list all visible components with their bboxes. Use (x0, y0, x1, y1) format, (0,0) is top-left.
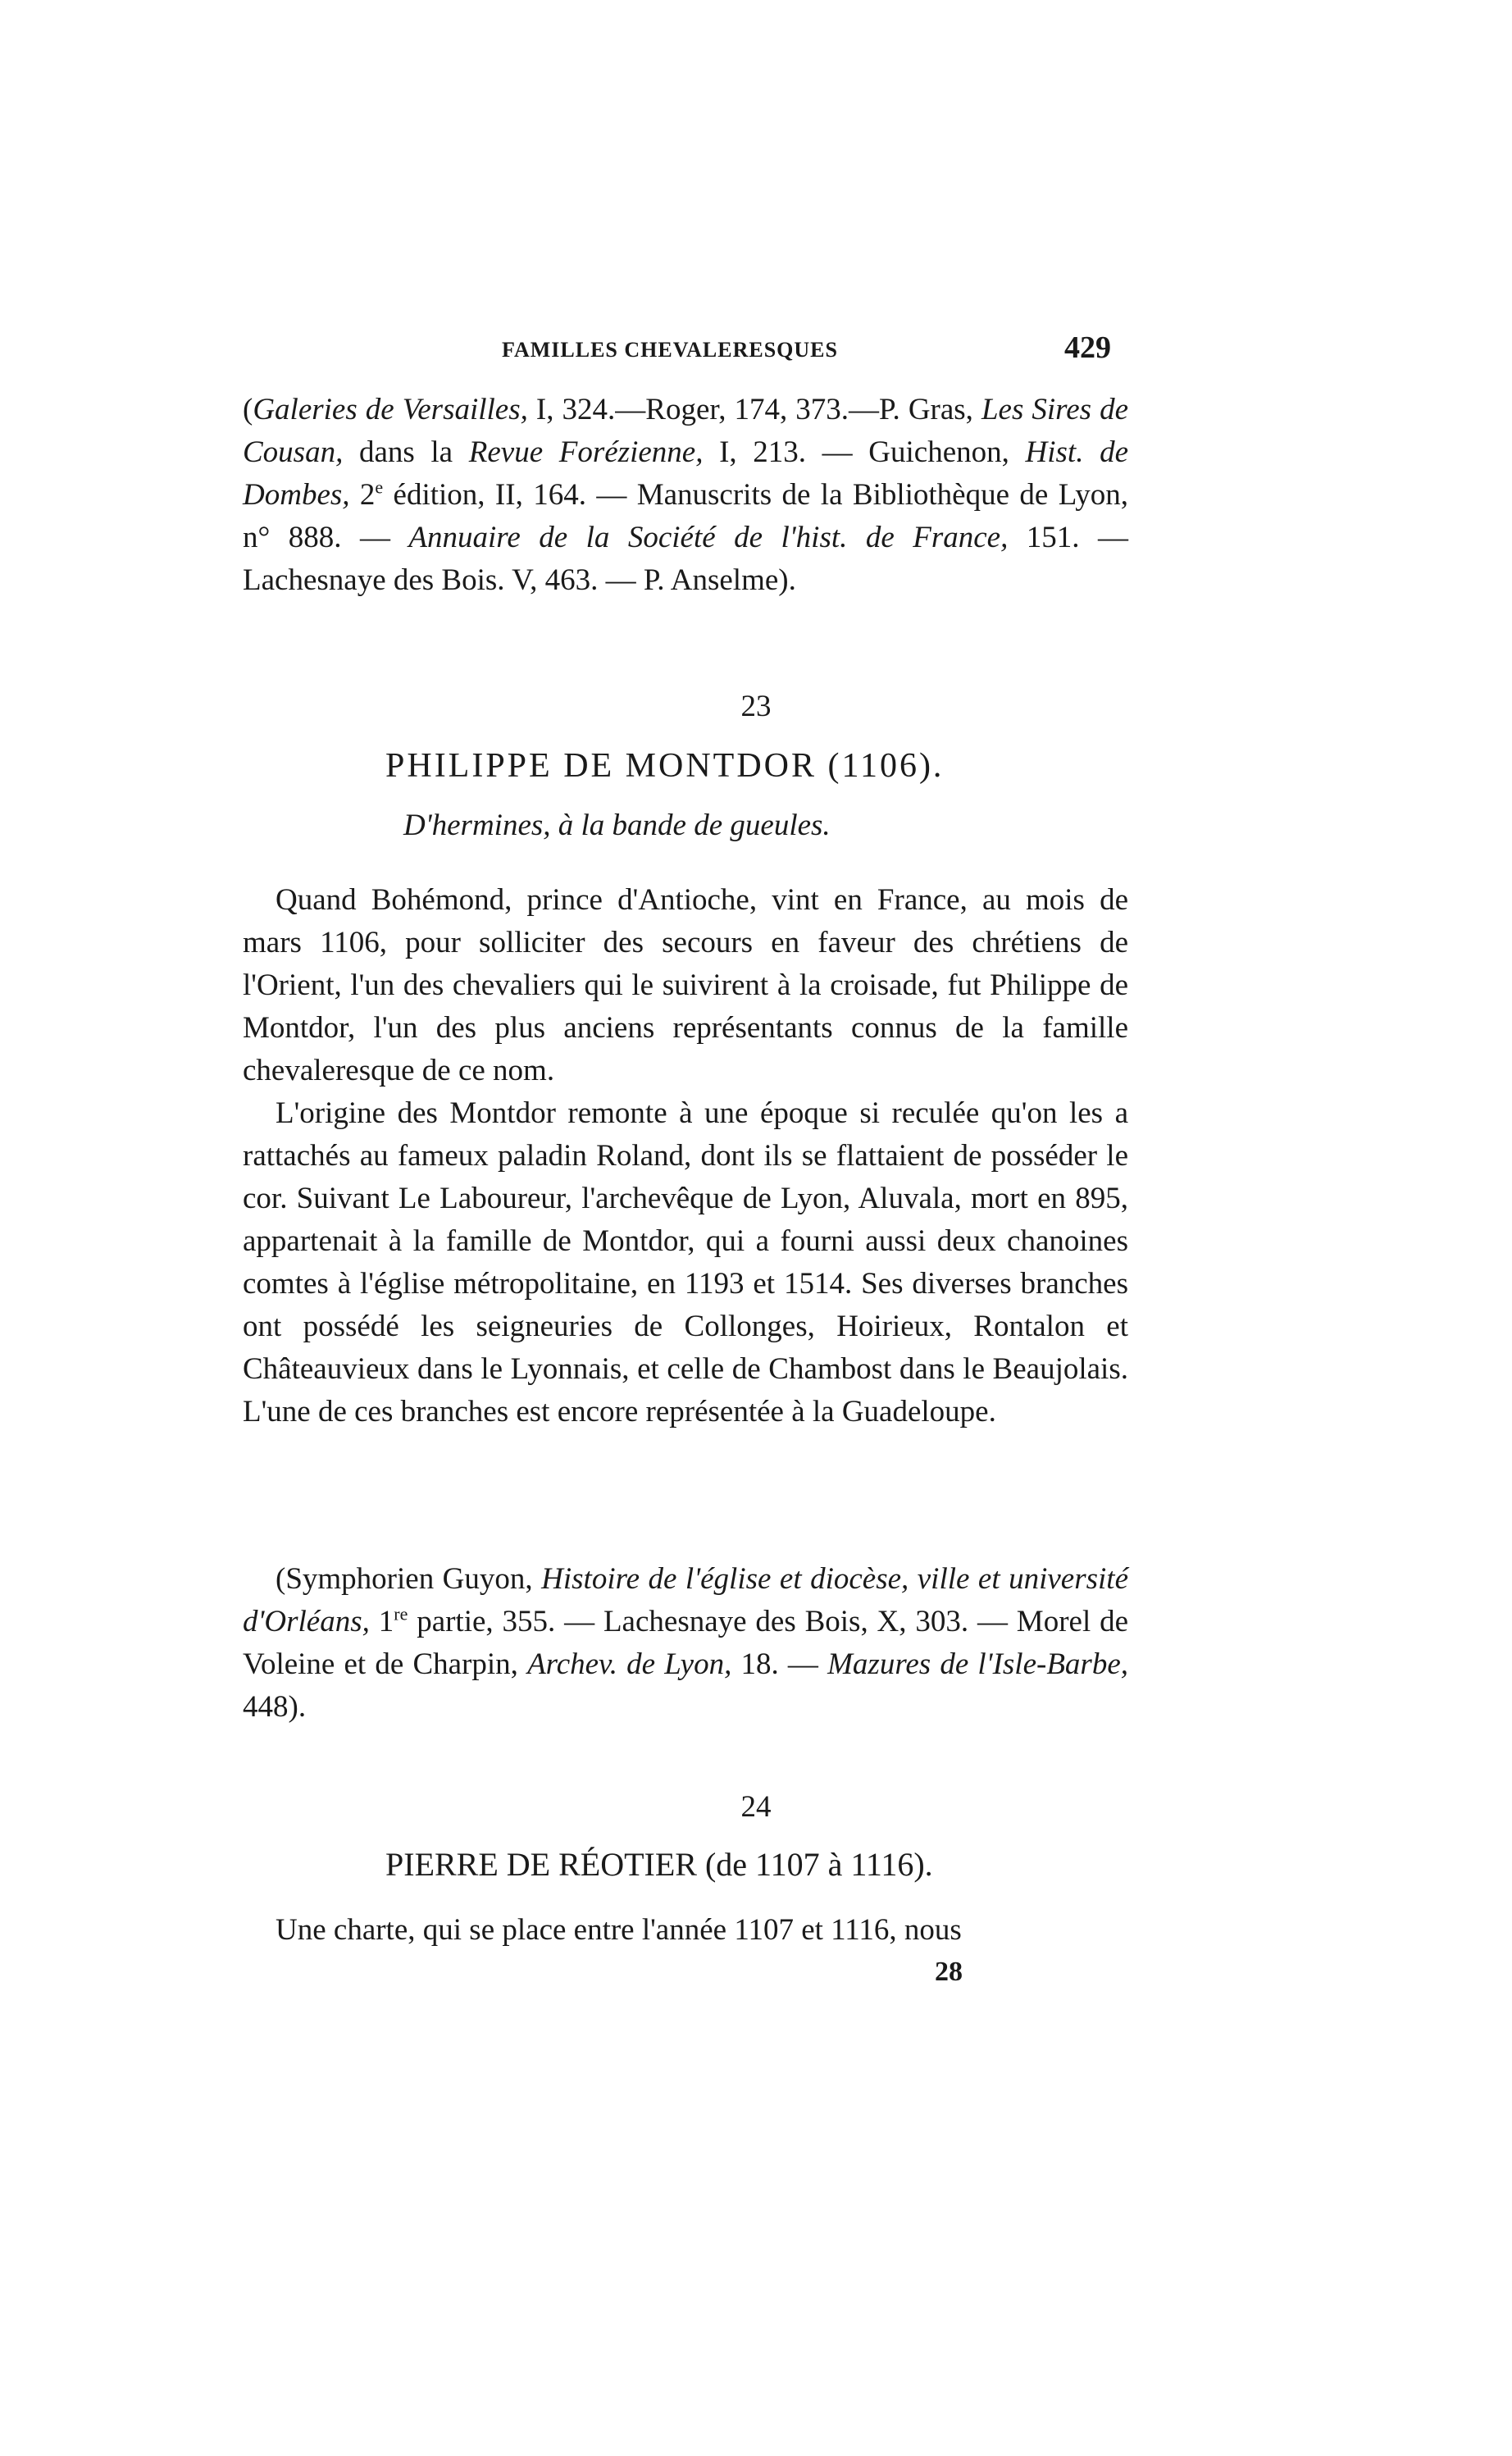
section-number-24: 24 (740, 1790, 772, 1824)
ref-seg: I, 213. — Guichenon, (703, 435, 1026, 469)
ref-title-histoire: Histoire de l'église et diocèse, ville et université d'Orléans, (243, 1562, 1128, 1638)
ref-title-mazures: Mazures de l'Isle-Barbe, (827, 1647, 1129, 1681)
ref-seg: (Symphorien Guyon, (276, 1562, 542, 1596)
ref-title-galeries: Galeries de Versailles, (253, 393, 528, 426)
references-top (243, 389, 1128, 602)
ref-title-revue: Revue Forézienne, (468, 435, 704, 469)
ref-superscript: re (394, 1603, 408, 1624)
ref-title-annuaire: Annuaire de la Société de l'hist. de France, (408, 521, 1009, 554)
ref-seg: 18. — (731, 1647, 828, 1681)
paragraph: Une charte, qui se place entre l'année 1107 et 1116, nous (276, 1913, 962, 1947)
ref-title-archev: Archev. de Lyon, (527, 1647, 732, 1681)
section-body-23 (243, 879, 1128, 1433)
ref-seg: édition, II, 164. — Manuscrits de la Bibliothèque de Lyon, n° 888. — (243, 478, 1129, 554)
ref-seg: dans la (343, 435, 469, 469)
references-23-paragraph (243, 1558, 1128, 1729)
paragraph: L'origine des Montdor remonte à une époque si reculée qu'on les a rattachés au fameux paladin Roland, dont ils se flattaient de posséder le cor. Suivant Le Laboureur, l'archevêque de Lyon, Aluvala, mort en 895, appartenait à la famille de Montdor, qui a fourni aussi deux chanoines comtes à l'église métropolitaine, en 1193 et 1514. Ses diverses branches ont possédé les seigneuries de Collonges, Hoirieux, Rontalon et Châteauvieux dans le Lyonnais, et celle de Chambost dans le Beaujolais. L'une de ces branches est encore représentée à la Guadeloupe. (243, 1096, 1128, 1428)
ref-superscript: e (375, 476, 384, 498)
ref-seg: 448). (243, 1690, 307, 1724)
section-heading-23: PHILIPPE DE MONTDOR (1106). (385, 747, 945, 785)
section-number-23: 23 (740, 690, 772, 723)
ref-title-dombes: Hist. de Dombes, (243, 435, 1128, 512)
ref-seg: 151. — Lachesnaye des Bois. V, 463. — P. Anselme). (243, 521, 1129, 597)
blazon-23: D'hermines, à la bande de gueules. (403, 809, 831, 842)
references-top-paragraph (243, 389, 1128, 602)
ref-seg: ( (243, 393, 253, 426)
ref-seg: I, 324.—Roger, 174, 373.—P. Gras, (527, 393, 981, 426)
references-23 (243, 1558, 1128, 1729)
section-heading-24: PIERRE DE RÉOTIER (de 1107 à 1116). (385, 1846, 933, 1883)
ref-title-sires: Les Sires de Cousan, (243, 393, 1128, 469)
section-body-24 (243, 1909, 1128, 1952)
ref-seg: partie, 355. — Lachesnaye des Bois, X, 303. — Morel de Voleine et de Charpin, (243, 1605, 1128, 1681)
ref-seg: 1 (369, 1605, 394, 1638)
ref-seg: 2 (349, 478, 376, 512)
signature-mark: 28 (935, 1957, 963, 1987)
paragraph: Quand Bohémond, prince d'Antioche, vint en France, au mois de mars 1106, pour solliciter des secours en faveur des chrétiens de l'Orient, l'un des chevaliers qui le suivirent à la croisade, fut Philippe de Montdor, l'un des plus anciens représentants connus de la famille chevaleresque de ce nom. (243, 883, 1128, 1087)
page-number: 429 (1064, 330, 1111, 365)
running-title: FAMILLES CHEVALERESQUES (502, 338, 838, 362)
